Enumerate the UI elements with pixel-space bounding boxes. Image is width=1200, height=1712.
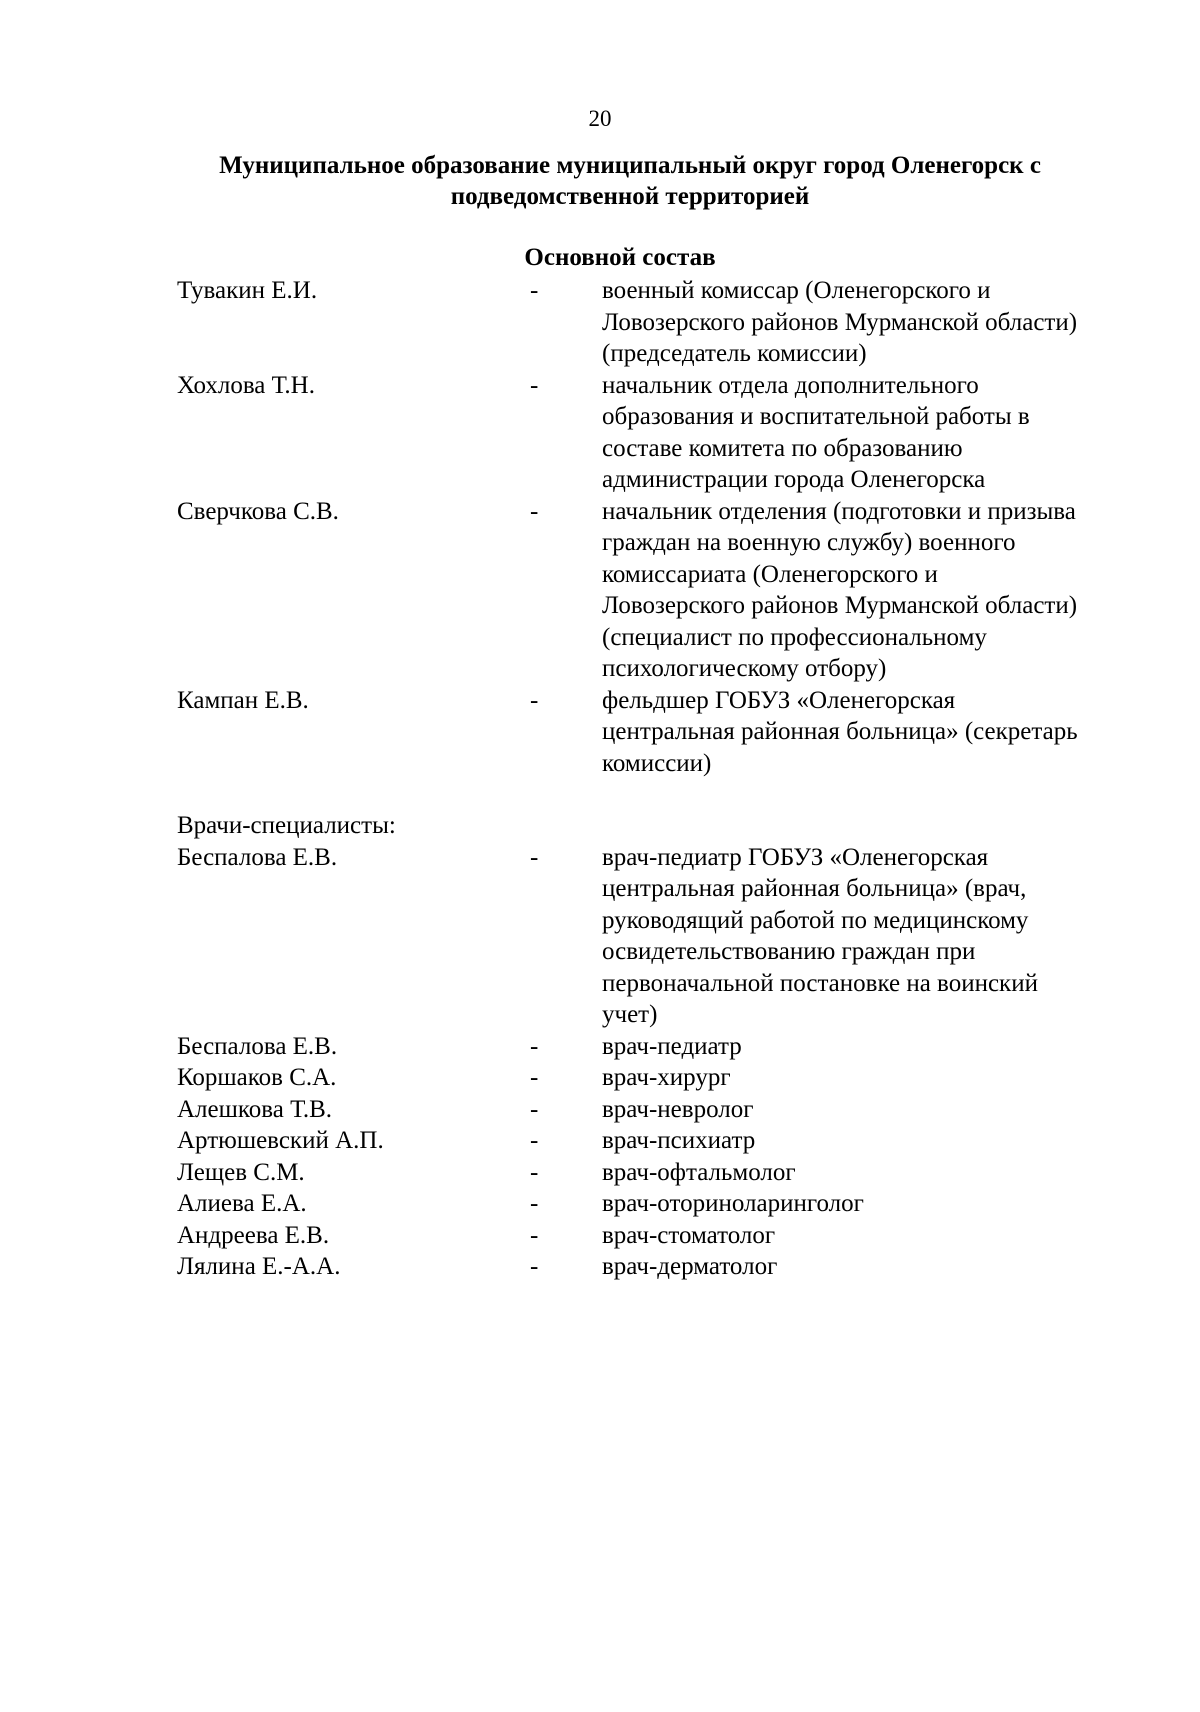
doctor-role: врач-дерматолог bbox=[602, 1253, 778, 1280]
doctor-name: Беспалова Е.В. bbox=[177, 843, 338, 871]
member-name: Тувакин Е.И. bbox=[177, 277, 318, 304]
doctor-name: Андреева Е.В. bbox=[177, 1221, 330, 1249]
specialists-label: Врачи-специалисты: bbox=[177, 812, 396, 839]
doctor-dash: - bbox=[530, 1127, 539, 1154]
doctor-role: врач-педиатр bbox=[602, 1032, 742, 1060]
member-dash: - bbox=[530, 686, 539, 714]
member-dash: - bbox=[530, 371, 539, 399]
doctor-dash: - bbox=[530, 1064, 539, 1091]
doctor-row bbox=[177, 1188, 1117, 1220]
doctor-name: Алешкова Т.В. bbox=[177, 1095, 333, 1123]
page-number: 20 bbox=[588, 106, 612, 131]
doctor-dash: - bbox=[530, 1095, 539, 1123]
member-role: фельдшер ГОБУЗ «Оленегорская центральная районная больница» (секретарь комиссии) bbox=[602, 686, 1078, 777]
section-title: Основной состав bbox=[524, 244, 716, 271]
doctor-name: Лялина Е.-А.А. bbox=[177, 1253, 341, 1280]
doctor-dash: - bbox=[530, 1253, 539, 1280]
doctor-role: врач-невролог bbox=[602, 1095, 754, 1123]
doctor-row bbox=[177, 1251, 1117, 1283]
doctor-row bbox=[177, 1220, 1117, 1252]
doctor-name: Алиева Е.А. bbox=[177, 1190, 307, 1217]
doctor-dash: - bbox=[530, 1158, 539, 1186]
member-row bbox=[177, 496, 1117, 685]
doctor-dash: - bbox=[530, 843, 539, 871]
member-name: Сверчкова С.В. bbox=[177, 497, 339, 525]
doctor-row bbox=[177, 1125, 1117, 1157]
doctor-role: врач-психиатр bbox=[602, 1127, 756, 1154]
spacer bbox=[177, 779, 1117, 810]
doctor-name: Лещев С.М. bbox=[177, 1158, 305, 1186]
doctor-row bbox=[177, 1157, 1117, 1189]
member-role: начальник отделения (подготовки и призыва граждан на военную службу) военного комиссариата (Оленегорского и Ловозерского районов Мурманской области) (специалист по профессиональному психологическому отбору) bbox=[602, 497, 1078, 682]
member-role: начальник отдела дополнительного образования и воспитательной работы в составе комитета по образованию администрации города Оленегорска bbox=[602, 371, 1030, 493]
doctor-name: Беспалова Е.В. bbox=[177, 1032, 338, 1060]
doctor-role: врач-педиатр ГОБУЗ «Оленегорская центральная районная больница» (врач, руководящий работой по медицинскому освидетельствованию граждан при первоначальной постановке на воинский учет) bbox=[602, 843, 1038, 1028]
doctor-role: врач-оториноларинголог bbox=[602, 1190, 864, 1217]
member-dash: - bbox=[530, 277, 539, 304]
doctor-dash: - bbox=[530, 1032, 539, 1060]
member-dash: - bbox=[530, 497, 539, 525]
member-role: военный комиссар (Оленегорского и Ловозерского районов Мурманской области) (председатель комиссии) bbox=[602, 277, 1078, 367]
member-row bbox=[177, 275, 1117, 370]
doctor-row bbox=[177, 1062, 1117, 1094]
doctor-row bbox=[177, 1094, 1117, 1126]
commission-roster bbox=[177, 275, 1117, 1283]
member-row bbox=[177, 685, 1117, 780]
doctor-name: Артюшевский А.П. bbox=[177, 1127, 384, 1154]
doctor-role: врач-стоматолог bbox=[602, 1221, 776, 1249]
doctor-row bbox=[177, 1031, 1117, 1063]
doctor-role: врач-хирург bbox=[602, 1064, 731, 1091]
document-title: Муниципальное образование муниципальный округ город Оленегорск с подведомственной территорией bbox=[219, 152, 1041, 210]
member-name: Кампан Е.В. bbox=[177, 686, 309, 714]
doctor-dash: - bbox=[530, 1190, 539, 1217]
member-row bbox=[177, 370, 1117, 496]
doctor-role: врач-офтальмолог bbox=[602, 1158, 796, 1186]
lead-doctor-row bbox=[177, 842, 1117, 1031]
doctor-dash: - bbox=[530, 1221, 539, 1249]
member-name: Хохлова Т.Н. bbox=[177, 371, 315, 399]
doctor-name: Коршаков С.А. bbox=[177, 1064, 337, 1091]
